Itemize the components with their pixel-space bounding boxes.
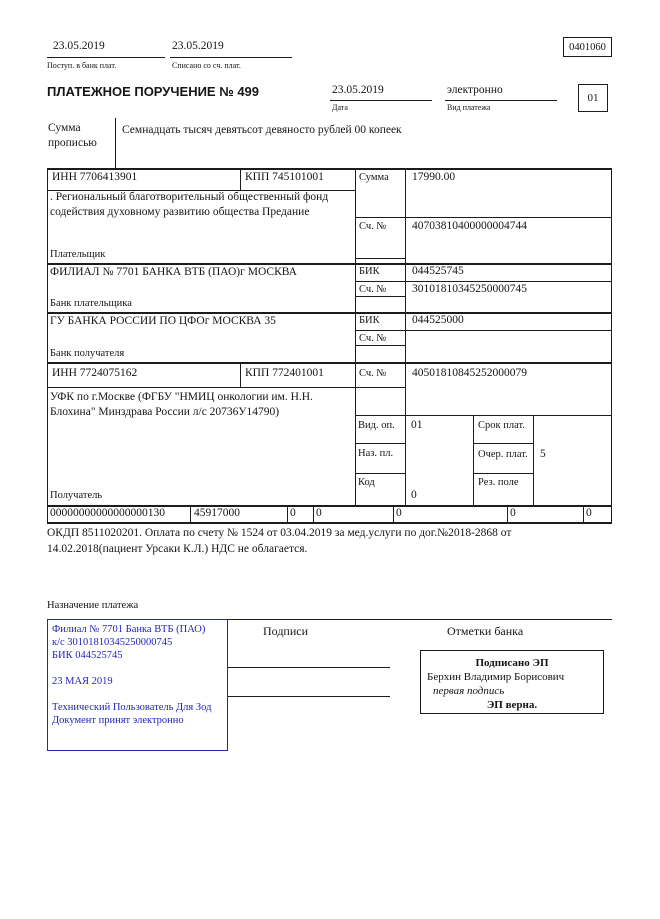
payer-bank-label: Банк плательщика <box>50 298 132 309</box>
grid-line <box>355 258 405 259</box>
payee-label: Получатель <box>50 490 103 501</box>
ocher-plat-label: Очер. плат. <box>478 449 528 460</box>
sign-stamp-verified: ЭП верна. <box>486 699 538 711</box>
signature-stamp <box>420 650 604 714</box>
stamp-line: к/с 30101810345250000745 <box>52 637 173 648</box>
doc-date-label: Дата <box>332 103 348 112</box>
grid-line <box>355 473 405 474</box>
grid-line <box>583 505 584 522</box>
grid-line <box>355 217 612 218</box>
grid-line <box>355 345 405 346</box>
grid-line <box>287 505 288 522</box>
signature-line <box>228 667 390 668</box>
divider <box>445 100 557 101</box>
purpose-label: Назначение платежа <box>47 600 139 611</box>
bank-marks-label: Отметки банка <box>447 624 524 638</box>
doc-date-value: 23.05.2019 <box>332 84 384 96</box>
payee-account: 40501810845252000079 <box>412 367 527 379</box>
tax-field-kbk: 00000000000000000130 <box>50 507 165 519</box>
date-writtenoff-value: 23.05.2019 <box>172 40 224 52</box>
sign-stamp-type: первая подпись <box>433 685 505 697</box>
tax-field-6: 0 <box>510 507 516 519</box>
tax-field-oktmo: 45917000 <box>194 507 240 519</box>
payee-bank-name: ГУ БАНКА РОССИИ ПО ЦФОг МОСКВА 35 <box>50 315 276 327</box>
sum-label: Сумма <box>359 172 389 183</box>
grid-line <box>47 387 405 388</box>
payer-account: 40703810400000004744 <box>412 220 527 232</box>
grid-line <box>355 443 405 444</box>
payer-bank-bik-label: БИК <box>359 266 380 277</box>
ocher-plat-value: 5 <box>540 448 546 460</box>
grid-line <box>355 296 405 297</box>
grid-line <box>473 473 533 474</box>
grid-line <box>47 263 612 265</box>
payer-kpp: КПП 745101001 <box>245 171 324 183</box>
vid-op-value: 01 <box>411 419 423 431</box>
payee-kpp: КПП 772401001 <box>245 367 324 379</box>
payer-account-label: Сч. № <box>359 221 387 232</box>
payee-account-label: Сч. № <box>359 368 387 379</box>
kod-label: Код <box>358 477 375 488</box>
date-writtenoff-label: Списано со сч. плат. <box>172 61 241 70</box>
bank-acceptance-stamp <box>47 619 228 751</box>
tax-field-5: 0 <box>396 507 402 519</box>
amount-words-label: Сумма прописью <box>48 122 97 149</box>
payee-name: УФК по г.Москве (ФГБУ "НМИЦ онкологии им. Н.Н. Блохина" Минздрава России л/с 20736У14790) <box>50 391 313 418</box>
kod-value: 0 <box>411 489 417 501</box>
payee-bank-account-label: Сч. № <box>359 333 387 344</box>
payee-inn: ИНН 7724075162 <box>52 367 138 379</box>
grid-line <box>533 415 534 505</box>
tax-field-3: 0 <box>290 507 296 519</box>
grid-line <box>240 168 241 190</box>
divider <box>170 57 292 58</box>
status-code: 01 <box>587 92 599 104</box>
signatures-label: Подписи <box>263 624 309 638</box>
vid-op-label: Вид. оп. <box>358 420 395 431</box>
payment-kind-label: Вид платежа <box>447 103 491 112</box>
payer-bank-account: 30101810345250000745 <box>412 283 527 295</box>
divider <box>330 100 432 101</box>
grid-line <box>47 362 612 364</box>
purpose-text: ОКДП 8511020201. Оплата по счету № 1524 от 03.04.2019 за мед.услуги по дог.№2018-2868 от 14.02.2018(пациент Урсаки К.Л.) НДС не облагается. <box>47 527 512 555</box>
sign-stamp-title: Подписано ЭП <box>475 657 549 669</box>
payee-bank-bik: 044525000 <box>412 314 464 326</box>
grid-line <box>47 312 612 314</box>
rez-pole-label: Рез. поле <box>478 477 519 488</box>
stamp-line <box>52 688 223 701</box>
payer-bank-bik: 044525745 <box>412 265 464 277</box>
date-received-value: 23.05.2019 <box>53 40 105 52</box>
grid-line <box>507 505 508 522</box>
grid-line <box>393 505 394 522</box>
grid-line <box>355 330 612 331</box>
stamp-line: Документ принят электронно <box>52 715 184 726</box>
status-code-box <box>578 84 608 112</box>
tax-field-4: 0 <box>316 507 322 519</box>
payer-label: Плательщик <box>50 249 106 260</box>
naz-pl-label: Наз. пл. <box>358 448 394 459</box>
grid-line <box>355 168 356 505</box>
stamp-line <box>52 662 223 675</box>
payment-kind-value: электронно <box>447 84 503 96</box>
payer-bank-name: ФИЛИАЛ № 7701 БАНКА ВТБ (ПАО)г МОСКВА <box>50 266 297 278</box>
grid-line <box>47 168 612 170</box>
payer-bank-account-label: Сч. № <box>359 284 387 295</box>
signature-line <box>228 696 390 697</box>
grid-line <box>240 362 241 387</box>
stamp-line: Филиал № 7701 Банка ВТБ (ПАО) <box>52 624 206 635</box>
grid-line <box>473 443 533 444</box>
grid-line <box>611 168 612 522</box>
date-received-label: Поступ. в банк плат. <box>47 61 117 70</box>
amount-words-value: Семнадцать тысяч девятьсот девяносто рублей 00 копеек <box>122 124 402 136</box>
tax-field-7: 0 <box>586 507 592 519</box>
grid-line <box>313 505 314 522</box>
payer-inn: ИНН 7706413901 <box>52 171 138 183</box>
form-code-box <box>563 37 612 57</box>
document-title: ПЛАТЕЖНОЕ ПОРУЧЕНИЕ № 499 <box>47 84 260 99</box>
form-code: 0401060 <box>569 41 606 53</box>
grid-line <box>190 505 191 522</box>
payer-name: . Региональный благотворительный общественный фонд содействия духовному развитию общества Предание <box>50 191 329 218</box>
grid-line <box>355 281 612 282</box>
srok-plat-label: Срок плат. <box>478 420 525 431</box>
payee-bank-bik-label: БИК <box>359 315 380 326</box>
divider <box>115 118 116 168</box>
sum-value: 17990.00 <box>412 171 456 183</box>
grid-line <box>405 168 406 505</box>
stamp-line: БИК 044525745 <box>52 650 123 661</box>
sign-stamp-name: Берхин Владимир Борисович <box>427 671 565 683</box>
divider <box>47 57 165 58</box>
grid-line <box>473 415 474 505</box>
grid-line <box>47 168 48 522</box>
grid-line <box>47 522 612 524</box>
grid-line <box>355 415 612 416</box>
stamp-line: 23 МАЯ 2019 <box>52 676 113 687</box>
payee-bank-label: Банк получателя <box>50 348 125 359</box>
stamp-line: Технический Пользователь Для Зод <box>52 702 212 713</box>
